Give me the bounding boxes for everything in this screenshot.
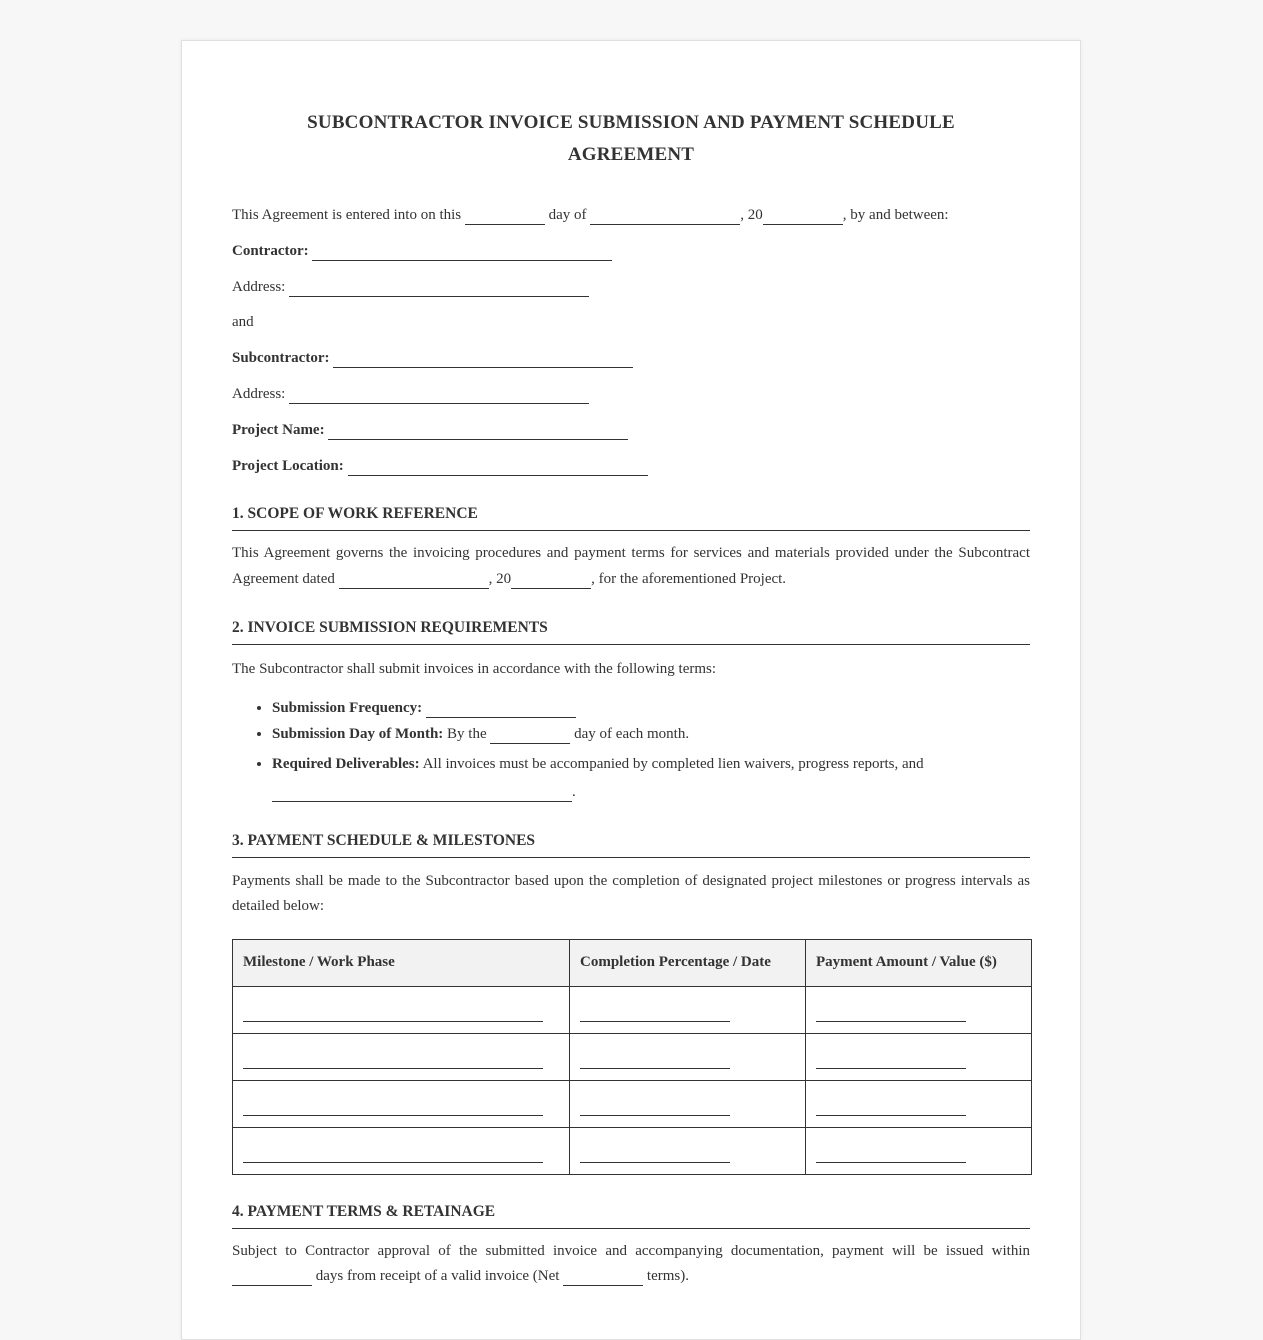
project-location-label: Project Location: xyxy=(232,458,344,474)
intro-month-blank[interactable] xyxy=(590,208,740,225)
intro-text-2: day of xyxy=(548,207,587,223)
section-1-heading: 1. SCOPE OF WORK REFERENCE xyxy=(232,505,1030,531)
list-item-deliverables xyxy=(272,750,1030,806)
section-2-intro: The Subcontractor shall submit invoices in accordance with the following terms: xyxy=(232,661,717,677)
section-4-heading: 4. PAYMENT TERMS & RETAINAGE xyxy=(232,1203,1030,1229)
section-1-text xyxy=(232,541,1030,592)
required-deliverables-end: . xyxy=(572,783,576,800)
milestone-cell xyxy=(233,986,570,1033)
milestone-table xyxy=(232,939,1032,1175)
completion-cell xyxy=(570,986,806,1033)
payment-cell xyxy=(806,1033,1032,1080)
milestone-blank[interactable] xyxy=(243,987,543,1022)
contractor-address-blank[interactable] xyxy=(289,280,589,297)
completion-blank[interactable] xyxy=(580,1128,730,1163)
milestone-cell xyxy=(233,1033,570,1080)
milestone-blank[interactable] xyxy=(243,1128,543,1163)
section-4-text xyxy=(232,1239,1030,1290)
subcontractor-address-blank[interactable] xyxy=(289,387,589,404)
completion-blank[interactable] xyxy=(580,1081,730,1116)
submission-day-label: Submission Day of Month: xyxy=(272,725,444,742)
payment-blank[interactable] xyxy=(816,987,966,1022)
subcontractor-line xyxy=(232,348,1030,368)
table-row xyxy=(233,1127,1032,1174)
milestone-blank[interactable] xyxy=(243,1081,543,1116)
subcontractor-label: Subcontractor: xyxy=(232,350,330,366)
payment-blank[interactable] xyxy=(816,1034,966,1069)
milestone-blank[interactable] xyxy=(243,1034,543,1069)
net-terms-blank[interactable] xyxy=(563,1269,643,1286)
intro-day-blank[interactable] xyxy=(465,208,545,225)
submission-day-blank[interactable] xyxy=(490,727,570,744)
intro-year-blank[interactable] xyxy=(763,208,843,225)
project-name-line xyxy=(232,420,1030,440)
table-row xyxy=(233,986,1032,1033)
document-title xyxy=(232,107,1030,171)
completion-cell xyxy=(570,1127,806,1174)
intro-text-1: This Agreement is entered into on this xyxy=(232,207,462,223)
list-item-frequency xyxy=(272,698,1030,718)
intro-line xyxy=(232,205,1030,225)
section-4-text-2: days from receipt of a valid invoice (Net xyxy=(315,1268,560,1284)
section-4-text-1: Subject to Contractor approval of the submitted invoice and accompanying documentation, payment will be issued within xyxy=(232,1242,1030,1259)
document-page xyxy=(181,40,1081,1340)
contractor-label: Contractor: xyxy=(232,243,309,259)
section-3-heading: 3. PAYMENT SCHEDULE & MILESTONES xyxy=(232,832,1030,858)
table-header-row xyxy=(233,939,1032,986)
intro-text-4: , by and between: xyxy=(842,207,949,223)
section-3-text: Payments shall be made to the Subcontractor based upon the completion of designated project milestones or progress intervals as detailed below: xyxy=(232,872,1030,914)
subcontractor-address-line xyxy=(232,384,1030,404)
col-header-completion: Completion Percentage / Date xyxy=(570,939,806,986)
project-name-label: Project Name: xyxy=(232,422,325,438)
payment-blank[interactable] xyxy=(816,1081,966,1116)
subcontract-year-blank[interactable] xyxy=(511,572,591,589)
payment-cell xyxy=(806,1080,1032,1127)
intro-text-3: , 20 xyxy=(740,207,763,223)
payment-days-blank[interactable] xyxy=(232,1269,312,1286)
project-name-blank[interactable] xyxy=(328,423,628,440)
project-location-blank[interactable] xyxy=(348,459,648,476)
subcontract-date-blank[interactable] xyxy=(339,572,489,589)
contractor-address-label: Address: xyxy=(232,279,286,295)
required-deliverables-text: All invoices must be accompanied by completed lien waivers, progress reports, and xyxy=(422,755,924,772)
project-location-line xyxy=(232,456,1030,476)
submission-frequency-blank[interactable] xyxy=(426,701,576,718)
section-1-text-3: , for the aforementioned Project. xyxy=(591,570,787,587)
milestone-cell xyxy=(233,1127,570,1174)
milestone-cell xyxy=(233,1080,570,1127)
submission-day-text-1: By the xyxy=(447,725,487,742)
required-deliverables-blank[interactable] xyxy=(272,785,572,802)
payment-cell xyxy=(806,986,1032,1033)
col-header-payment: Payment Amount / Value ($) xyxy=(806,939,1032,986)
completion-blank[interactable] xyxy=(580,987,730,1022)
submission-terms-list xyxy=(232,698,1030,806)
contractor-line xyxy=(232,241,1030,261)
title-line-2: AGREEMENT xyxy=(567,144,695,165)
section-4-text-3: terms). xyxy=(646,1268,689,1284)
subcontractor-address-label: Address: xyxy=(232,386,286,402)
completion-blank[interactable] xyxy=(580,1034,730,1069)
list-item-day xyxy=(272,724,1030,744)
submission-frequency-label: Submission Frequency: xyxy=(272,699,423,716)
subcontractor-blank[interactable] xyxy=(333,351,633,368)
payment-cell xyxy=(806,1127,1032,1174)
contractor-blank[interactable] xyxy=(312,244,612,261)
section-2-heading: 2. INVOICE SUBMISSION REQUIREMENTS xyxy=(232,619,1030,645)
table-row xyxy=(233,1080,1032,1127)
required-deliverables-label: Required Deliverables: xyxy=(272,755,420,772)
submission-day-text-2: day of each month. xyxy=(574,725,690,742)
title-line-1: SUBCONTRACTOR INVOICE SUBMISSION AND PAYMENT SCHEDULE xyxy=(307,112,955,133)
completion-cell xyxy=(570,1033,806,1080)
contractor-address-line xyxy=(232,277,1030,297)
table-row xyxy=(233,1033,1032,1080)
and-line: and xyxy=(232,314,254,330)
payment-blank[interactable] xyxy=(816,1128,966,1163)
completion-cell xyxy=(570,1080,806,1127)
section-1-text-1: This Agreement governs the invoicing procedures and payment terms for services and materials provided under the Subcontract Agreement dated xyxy=(232,545,1030,587)
section-1-text-2: , 20 xyxy=(488,570,512,587)
col-header-milestone: Milestone / Work Phase xyxy=(233,939,570,986)
